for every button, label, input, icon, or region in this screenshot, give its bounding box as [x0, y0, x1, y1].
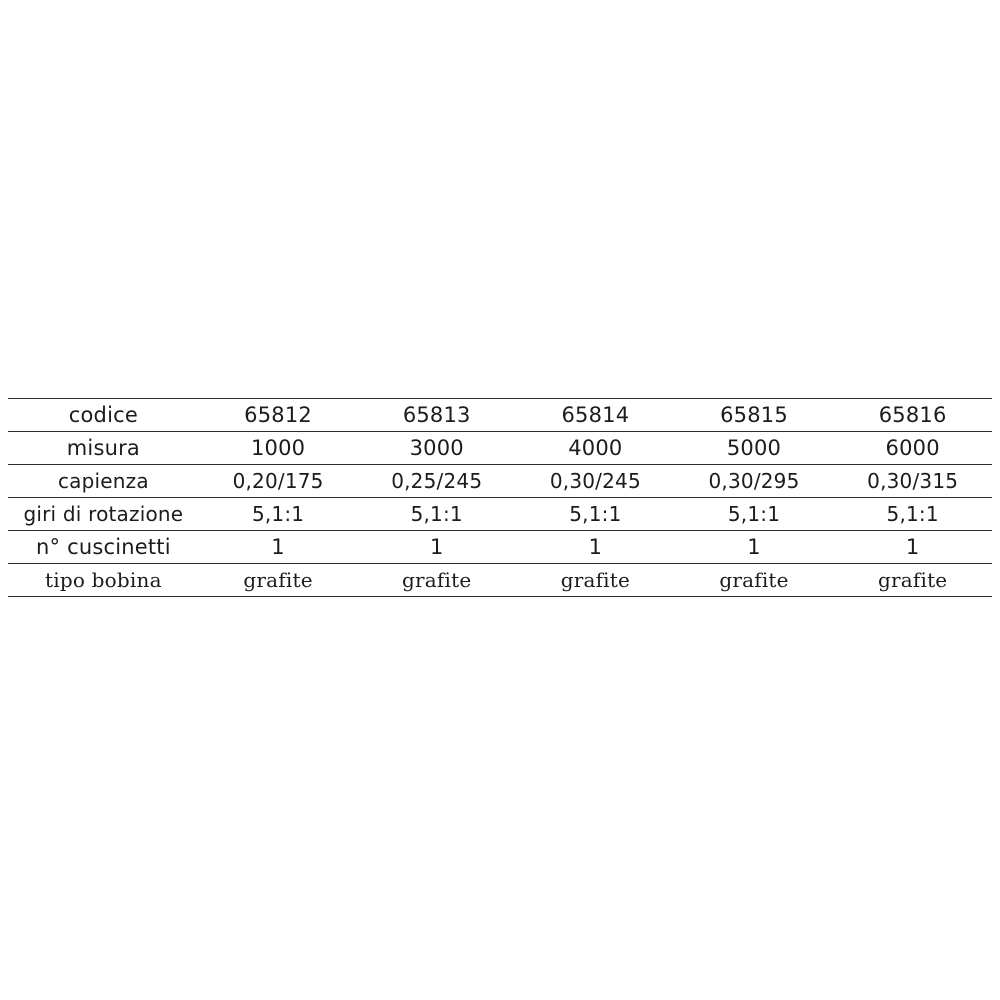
- cell-cuscinetti-3: 1: [588, 535, 603, 559]
- table-row: [8, 432, 992, 465]
- row-label-giri-di-rotazione: giri di rotazione: [23, 502, 184, 526]
- cell-codice-2: 65813: [402, 403, 471, 427]
- row-label-tipo-bobina: tipo bobina: [45, 568, 162, 592]
- cell-codice-4: 65815: [720, 403, 788, 427]
- cell-codice-5: 65816: [878, 403, 947, 427]
- cell-giri-4: 5,1:1: [727, 502, 781, 526]
- table-row: [8, 465, 992, 498]
- cell-giri-2: 5,1:1: [410, 502, 463, 526]
- specification-table-container: [8, 398, 992, 597]
- table-body: [8, 399, 992, 597]
- row-label-capienza: capienza: [57, 469, 149, 493]
- table-row: [8, 399, 992, 432]
- table-row: [8, 531, 992, 564]
- cell-misura-5: 6000: [885, 436, 940, 460]
- cell-bobina-4: grafite: [719, 568, 789, 592]
- cell-capienza-3: 0,30/245: [549, 469, 641, 493]
- table-row: [8, 564, 992, 597]
- cell-giri-5: 5,1:1: [886, 502, 939, 526]
- cell-codice-1: 65812: [244, 403, 312, 427]
- row-label-cuscinetti: n° cuscinetti: [35, 535, 171, 559]
- cell-capienza-1: 0,20/175: [232, 469, 324, 493]
- cell-bobina-3: grafite: [560, 568, 631, 592]
- specification-table: [8, 398, 992, 597]
- cell-misura-1: 1000: [250, 436, 306, 460]
- row-label-misura: misura: [66, 436, 140, 460]
- cell-codice-3: 65814: [561, 403, 630, 427]
- cell-capienza-4: 0,30/295: [708, 469, 800, 493]
- cell-giri-3: 5,1:1: [569, 502, 622, 526]
- cell-cuscinetti-5: 1: [905, 535, 920, 559]
- cell-cuscinetti-1: 1: [271, 535, 285, 559]
- cell-capienza-5: 0,30/315: [867, 469, 959, 493]
- cell-misura-2: 3000: [409, 436, 464, 460]
- cell-cuscinetti-2: 1: [429, 535, 444, 559]
- cell-bobina-1: grafite: [243, 568, 313, 592]
- cell-bobina-5: grafite: [877, 568, 948, 592]
- cell-misura-4: 5000: [726, 436, 782, 460]
- cell-cuscinetti-4: 1: [747, 535, 761, 559]
- row-label-codice: codice: [68, 403, 138, 427]
- cell-capienza-2: 0,25/245: [391, 469, 483, 493]
- cell-misura-3: 4000: [568, 436, 623, 460]
- cell-giri-1: 5,1:1: [251, 502, 305, 526]
- cell-bobina-2: grafite: [402, 568, 472, 592]
- table-row: [8, 498, 992, 531]
